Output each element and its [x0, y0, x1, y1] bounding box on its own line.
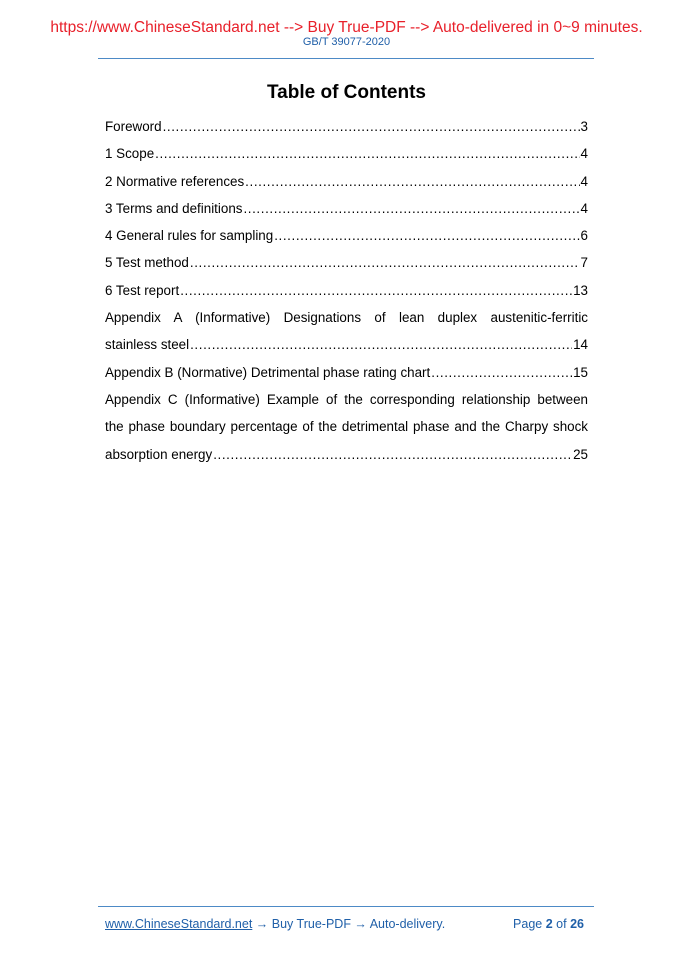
toc-entry-page: 4 [580, 173, 588, 189]
toc-entry-general-rules-sampling[interactable] [105, 222, 588, 249]
dot-leader [155, 140, 579, 167]
toc-entry-page: 14 [573, 337, 588, 353]
toc-entry-label: 3 Terms and definitions [105, 200, 243, 216]
toc-entry-page: 4 [580, 146, 588, 162]
toc-entry-appendix-b[interactable] [105, 359, 588, 386]
page-word: Page [513, 917, 543, 931]
toc-entry-appendix-a[interactable] [105, 331, 588, 358]
footer-promo [105, 916, 445, 932]
of-word: of [556, 917, 567, 931]
toc-entry-label: Appendix B (Normative) Detrimental phase rating chart [105, 364, 431, 380]
standard-code: GB/T 39077-2020 [302, 36, 391, 48]
toc-entry-label: 4 General rules for sampling [105, 228, 274, 244]
table-of-contents [105, 113, 588, 468]
toc-entry-label: 6 Test report [105, 282, 180, 298]
toc-entry-normative-references[interactable] [105, 168, 588, 195]
toc-entry-terms-and-definitions[interactable] [105, 195, 588, 222]
dot-leader [190, 331, 572, 358]
page-indicator [513, 916, 584, 932]
toc-entry-scope[interactable] [105, 140, 588, 167]
toc-entry-label: absorption energy [105, 446, 213, 462]
dot-leader [190, 249, 580, 276]
footer-divider [98, 906, 594, 907]
toc-entry-appendix-c[interactable] [105, 441, 588, 468]
footer-site-link[interactable]: www.ChineseStandard.net [105, 917, 253, 931]
toc-entry-page: 25 [573, 446, 588, 462]
toc-entry-test-method[interactable] [105, 249, 588, 276]
toc-entry-label: stainless steel [105, 337, 190, 353]
total-pages: 26 [570, 917, 584, 931]
toc-entry-appendix-a-line[interactable]: Appendix A (Informative) Designations of lean duplex austenitic-ferritic [105, 310, 588, 326]
toc-entry-label: 2 Normative references [105, 173, 245, 189]
toc-entry-foreword[interactable] [105, 113, 588, 140]
toc-entry-test-report[interactable] [105, 277, 588, 304]
header-divider [98, 58, 594, 59]
toc-entry-label: Foreword [105, 119, 162, 134]
toc-entry-page: 15 [573, 364, 588, 380]
toc-entry-appendix-c-line-2[interactable]: the phase boundary percentage of the detrimental phase and the Charpy shock [105, 419, 588, 435]
arrow-right-icon: → [252, 917, 272, 931]
dot-leader [213, 441, 572, 468]
dot-leader [243, 195, 579, 222]
arrow-right-icon: → [350, 917, 370, 931]
toc-entry-appendix-c-line-1[interactable]: Appendix C (Informative) Example of the corresponding relationship between [105, 391, 588, 407]
toc-entry-label: 5 Test method [105, 255, 189, 271]
dot-leader [163, 113, 580, 140]
footer-buy-text: Buy True-PDF [271, 917, 351, 931]
toc-entry-page: 3 [580, 119, 588, 134]
toc-entry-page: 7 [580, 255, 588, 271]
dot-leader [180, 277, 572, 304]
dot-leader [274, 222, 579, 249]
promo-banner[interactable]: https://www.ChineseStandard.net --> Buy True-PDF --> Auto-delivered in 0~9 minutes. [50, 19, 643, 36]
toc-entry-label: 1 Scope [105, 146, 155, 162]
toc-title: Table of Contents [266, 82, 427, 103]
toc-entry-page: 6 [580, 228, 588, 244]
current-page-number: 2 [545, 917, 553, 931]
dot-leader [245, 168, 579, 195]
toc-entry-page: 4 [580, 200, 588, 216]
footer-delivery-text: Auto-delivery. [369, 917, 446, 931]
toc-entry-page: 13 [573, 282, 588, 298]
dot-leader [431, 359, 572, 386]
